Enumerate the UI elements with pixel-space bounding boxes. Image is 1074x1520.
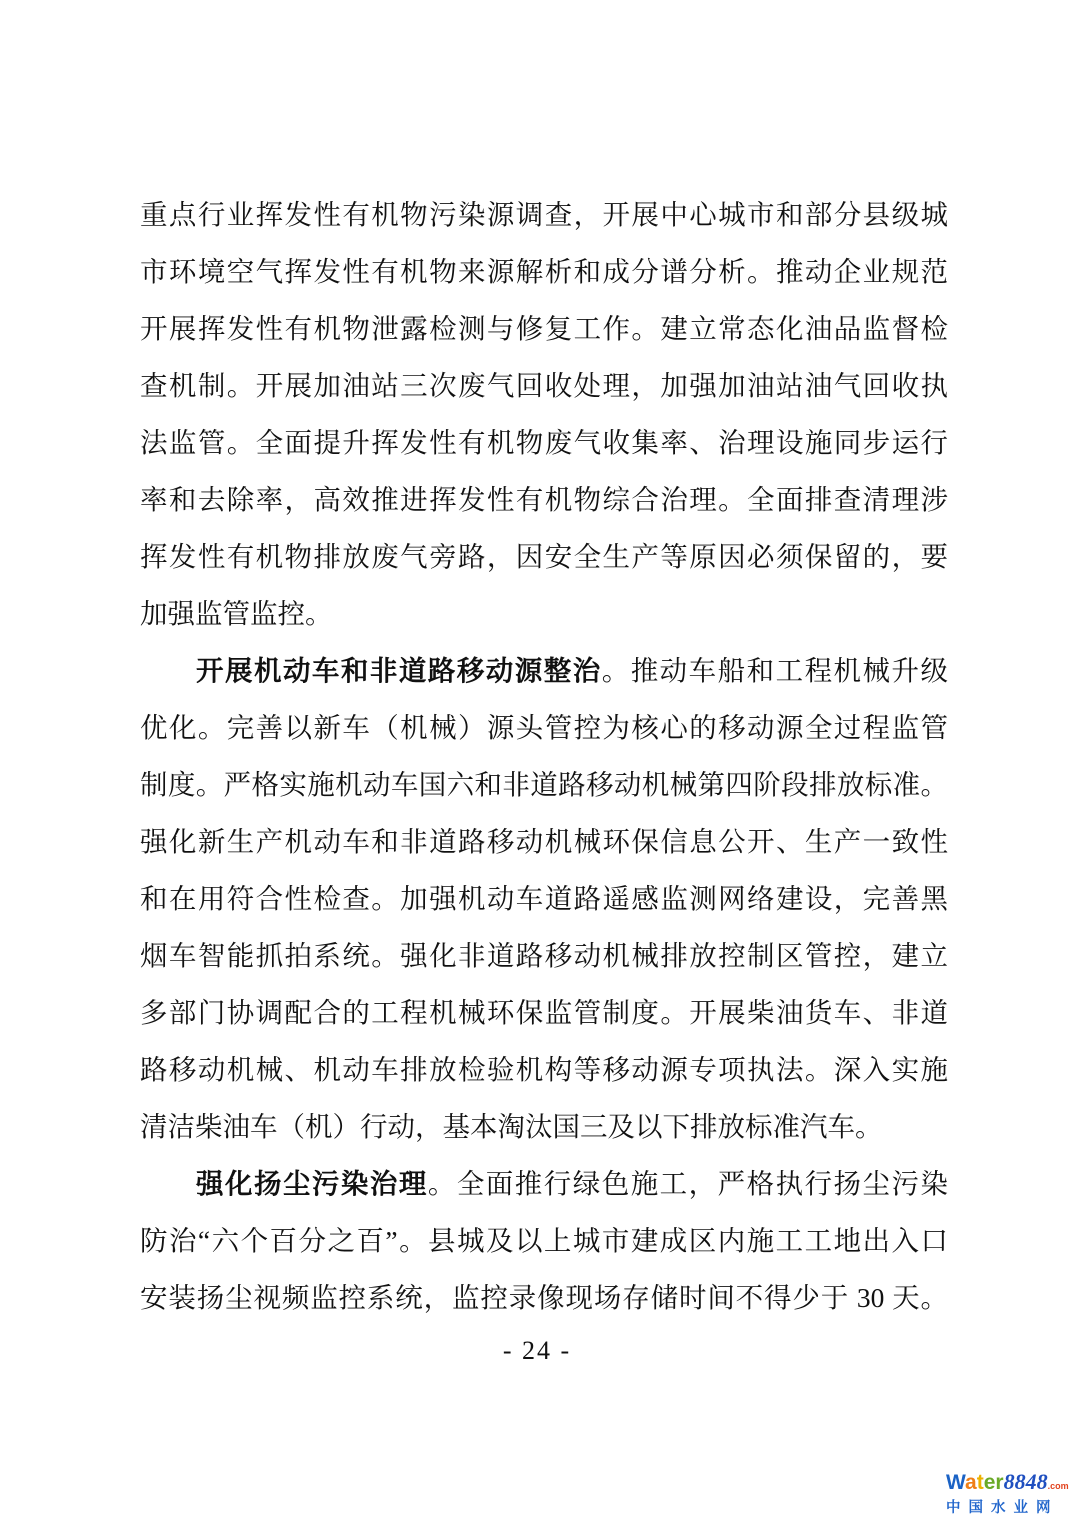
text-line: 加强监管监控。	[140, 598, 333, 629]
text-line: 重点行业挥发性有机物污染源调查，开展中心城市和部分县级城	[140, 199, 948, 230]
watermark-logo	[946, 1471, 1074, 1517]
brand-letter: r	[995, 1471, 1004, 1494]
text-line	[140, 1155, 948, 1212]
text-line	[140, 642, 948, 699]
text-line: 率和去除率，高效推进挥发性有机物综合治理。全面排查清理涉	[140, 484, 948, 515]
document-body	[140, 186, 948, 1326]
brand-letter: e	[983, 1471, 996, 1494]
text-line: 制度。严格实施机动车国六和非道路移动机械第四阶段排放标准。	[140, 769, 948, 800]
paragraph	[140, 1155, 948, 1326]
paragraph	[140, 642, 948, 1155]
brand-number: 8848	[1003, 1469, 1048, 1494]
text-line: 防治“六个百分之百”。县城及以上城市建成区内施工工地出入口	[140, 1225, 948, 1256]
brand-letter: a	[965, 1471, 977, 1494]
page-number: - 24 -	[502, 1336, 572, 1365]
text-line: 安装扬尘视频监控系统，监控录像现场存储时间不得少于 30 天。	[140, 1282, 948, 1313]
text-line: 多部门协调配合的工程机械环保监管制度。开展柴油货车、非道	[140, 997, 948, 1028]
text-line: 市环境空气挥发性有机物来源解析和成分谱分析。推动企业规范	[140, 256, 948, 287]
text-line: 开展挥发性有机物泄露检测与修复工作。建立常态化油品监督检	[140, 313, 948, 344]
text-run: 。全面推行绿色施工，严格执行扬尘污染	[427, 1168, 949, 1199]
text-run: 。推动车船和工程机械升级	[601, 655, 948, 686]
bold-lead: 开展机动车和非道路移动源整治	[196, 655, 602, 686]
brand-letter: W	[946, 1471, 966, 1494]
brand-letter: t	[976, 1471, 984, 1494]
text-line: 清洁柴油车（机）行动，基本淘汰国三及以下排放标准汽车。	[140, 1111, 883, 1142]
text-line: 查机制。开展加油站三次废气回收处理，加强加油站油气回收执	[140, 370, 948, 401]
paragraph	[140, 186, 948, 642]
brand-tld: .com	[1047, 1481, 1069, 1491]
text-line: 和在用符合性检查。加强机动车道路遥感监测网络建设，完善黑	[140, 883, 948, 914]
text-line: 法监管。全面提升挥发性有机物废气收集率、治理设施同步运行	[140, 427, 948, 458]
text-line: 路移动机械、机动车排放检验机构等移动源专项执法。深入实施	[140, 1054, 948, 1085]
brand-wordmark	[946, 1471, 1074, 1497]
brand-subtitle: 中国水业网	[946, 1500, 1059, 1516]
text-line: 烟车智能抓拍系统。强化非道路移动机械排放控制区管控，建立	[140, 940, 948, 971]
bold-lead: 强化扬尘污染治理	[196, 1168, 428, 1199]
text-line: 优化。完善以新车（机械）源头管控为核心的移动源全过程监管	[140, 712, 948, 743]
text-line: 强化新生产机动车和非道路移动机械环保信息公开、生产一致性	[140, 826, 948, 857]
text-line: 挥发性有机物排放废气旁路，因安全生产等原因必须保留的，要	[140, 541, 948, 572]
